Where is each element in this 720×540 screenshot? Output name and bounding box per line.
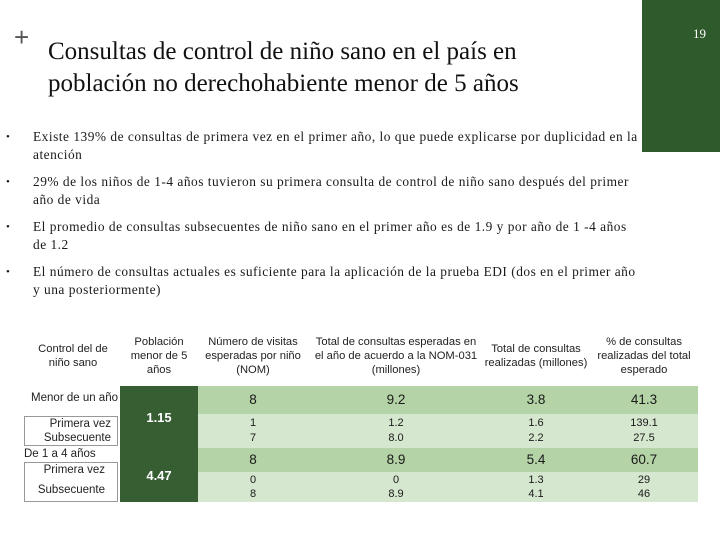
- header-poblacion: Población menor de 5 años: [130, 336, 188, 376]
- label-g2-detail-box: [24, 462, 118, 502]
- header-control: Control del de niño sano: [38, 343, 108, 369]
- plus-mark: +: [14, 22, 30, 52]
- g1-primera-realizadas: 1.6: [528, 417, 544, 429]
- bullet-item: [0, 128, 640, 164]
- bullet-text: Existe 139% de consultas de primera vez en el primer año, lo que puede explicarse por duplicidad en la atención: [33, 129, 638, 162]
- header-consultas-esperadas: Total de consultas esperadas en el año de acuerdo a la NOM-031 (millones): [314, 336, 478, 376]
- bullet-dot: •: [6, 131, 11, 143]
- g2-total-esperadas: 8.9: [386, 452, 406, 467]
- g1-subsecuente-visitas: 7: [249, 432, 257, 444]
- g1-total-realizadas: 3.8: [526, 392, 546, 407]
- bullet-list: [0, 128, 640, 308]
- bullet-text: 29% de los niños de 1-4 años tuvieron su primera consulta de control de niño sano después del primer año de vida: [33, 174, 629, 207]
- page-number: 19: [693, 26, 706, 41]
- g1-total-visitas: 8: [249, 392, 257, 407]
- label-g2-subsecuente: Subsecuente: [37, 484, 105, 496]
- poblacion-1-4-anos: 4.47: [120, 448, 198, 502]
- bullet-text: El número de consultas actuales es suficiente para la aplicación de la prueba EDI (dos en el primer año y una posteriormente): [33, 264, 636, 297]
- g1-primera-visitas: 1: [249, 417, 257, 429]
- g1-subsecuente-realizadas: 2.2: [528, 432, 544, 444]
- g2-primera-esperadas: 0: [392, 474, 400, 486]
- bullet-dot: •: [6, 221, 11, 233]
- bullet-item: [0, 218, 640, 254]
- page-number-bar: [642, 0, 720, 152]
- g1-primera-porcentaje: 139.1: [630, 417, 658, 429]
- consultas-table: [24, 326, 698, 502]
- slide-title: Consultas de control de niño sano en el país en población no derechohabiente menor de 5 años: [48, 38, 519, 97]
- g2-total-realizadas: 5.4: [526, 452, 546, 467]
- bullet-text: El promedio de consultas subsecuentes de niño sano en el primer año es de 1.9 y por año de 1 -4 años de 1.2: [33, 219, 627, 252]
- label-menor-un-ano: Menor de un año: [24, 392, 118, 404]
- poblacion-menor-un-ano: 1.15: [120, 386, 198, 448]
- bullet-dot: •: [6, 266, 11, 278]
- g1-primera-esperadas: 1.2: [388, 417, 404, 429]
- bullet-dot: •: [6, 176, 11, 188]
- label-g2-primera: Primera vez: [43, 464, 105, 476]
- g2-total-porcentaje: 60.7: [630, 452, 658, 467]
- g2-subsecuente-realizadas: 4.1: [528, 488, 544, 500]
- header-porcentaje: % de consultas realizadas del total esperado: [597, 336, 691, 376]
- g2-primera-porcentaje: 29: [637, 474, 651, 486]
- label-g1-primera: Primera vez: [49, 418, 111, 430]
- g2-subsecuente-esperadas: 8.9: [388, 488, 404, 500]
- g2-total-visitas: 8: [249, 452, 257, 467]
- g2-primera-realizadas: 1.3: [528, 474, 544, 486]
- g2-subsecuente-porcentaje: 46: [637, 488, 651, 500]
- header-consultas-realizadas: Total de consultas realizadas (millones): [484, 343, 588, 369]
- g1-total-porcentaje: 41.3: [630, 392, 658, 407]
- g1-subsecuente-esperadas: 8.0: [388, 432, 404, 444]
- label-g1-detail-box: [24, 416, 118, 446]
- g2-subsecuente-visitas: 8: [249, 488, 257, 500]
- label-1-4-anos: De 1 a 4 años: [24, 448, 118, 460]
- g2-primera-visitas: 0: [249, 474, 257, 486]
- g1-subsecuente-porcentaje: 27.5: [633, 432, 655, 444]
- g1-total-esperadas: 9.2: [386, 392, 406, 407]
- header-visitas: Número de visitas esperadas por niño (NOM): [205, 336, 301, 376]
- label-g1-subsecuente: Subsecuente: [43, 432, 111, 444]
- bullet-item: [0, 263, 640, 299]
- bullet-item: [0, 173, 640, 209]
